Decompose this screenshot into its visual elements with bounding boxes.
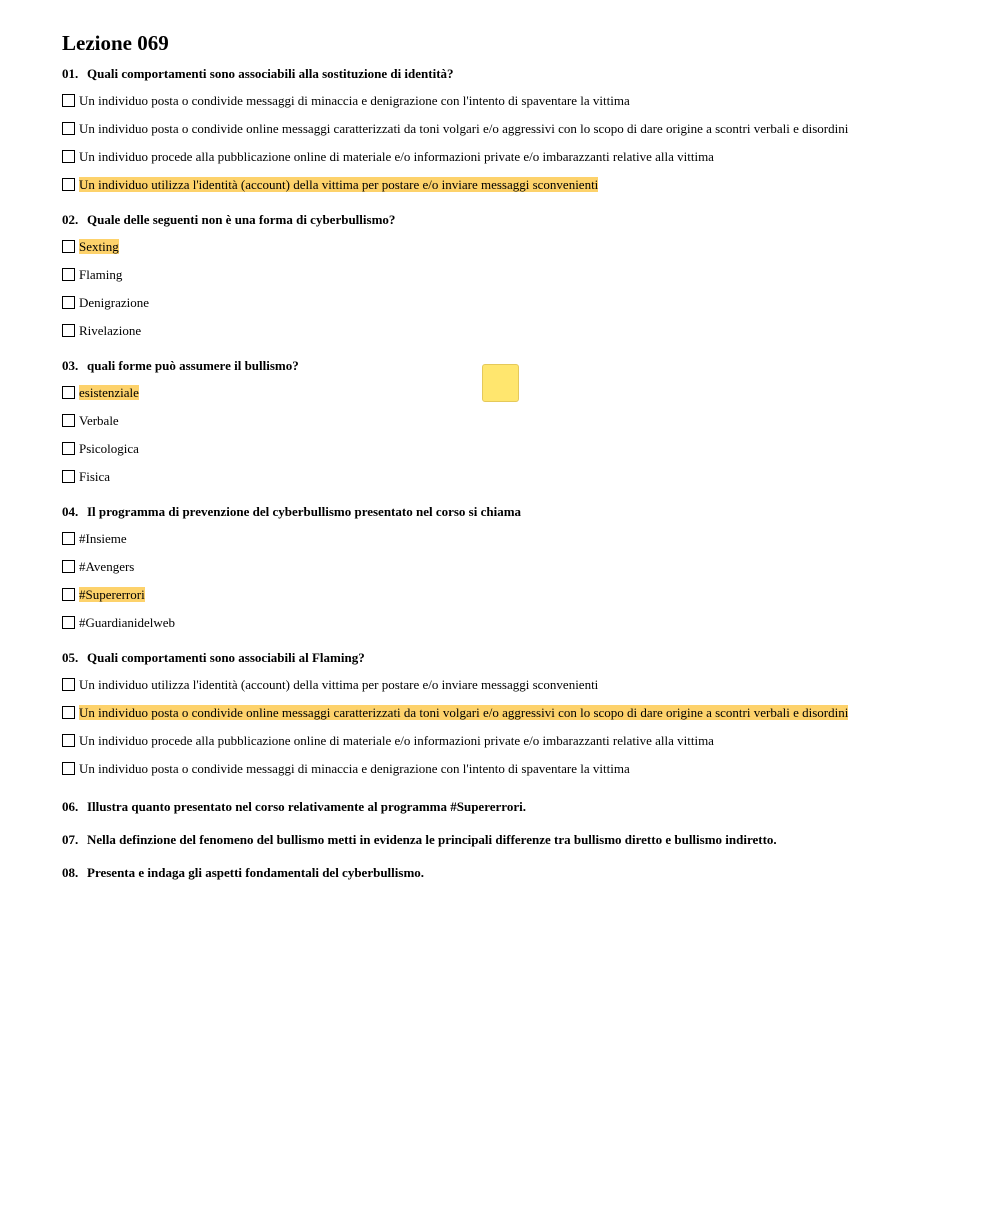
answer-checkbox[interactable] [62,706,75,719]
answer-text: Un individuo posta o condivide messaggi di minaccia e denigrazione con l'intento di spaventare la vittima [79,760,630,776]
answer-text: Un individuo procede alla pubblicazione online di materiale e/o informazioni private e/o imbarazzanti relative alla vittima [79,732,714,748]
answer-text: Psicologica [79,440,139,456]
answer-option[interactable] [62,698,962,726]
question-text: Illustra quanto presentato nel corso relativamente al programma #Supererrori. [87,799,526,814]
answer-option[interactable] [62,580,962,608]
question-07 [62,832,962,848]
answer-option[interactable] [62,114,962,142]
question-number: 05. [62,650,79,665]
question-heading [62,212,962,228]
answer-text: Denigrazione [79,294,150,310]
page-title: Lezione 069 [62,31,169,55]
answer-option[interactable] [62,170,962,198]
question-06 [62,799,962,815]
answer-checkbox[interactable] [62,470,75,483]
answer-text: Un individuo posta o condivide messaggi di minaccia e denigrazione con l'intento di spaventare la vittima [79,92,630,108]
answer-text-highlighted: Sexting [79,238,119,254]
answer-option[interactable] [62,552,962,580]
answer-text: #Guardianidelweb [79,614,176,630]
answer-text: Flaming [79,266,123,282]
question-02 [62,212,962,344]
question-text: Il programma di prevenzione del cyberbullismo presentato nel corso si chiama [87,504,522,519]
question-heading [62,650,962,666]
question-number: 02. [62,212,79,227]
question-text: Presenta e indaga gli aspetti fondamentali del cyberbullismo. [87,865,425,880]
answer-option[interactable] [62,434,962,462]
answer-checkbox[interactable] [62,588,75,601]
question-number: 08. [62,865,79,880]
question-number: 01. [62,66,79,81]
answer-checkbox[interactable] [62,734,75,747]
answer-text: Un individuo utilizza l'identità (account) della vittima per postare e/o inviare messaggi sconvenienti [79,676,599,692]
question-heading [62,832,962,848]
answer-text-highlighted: #Supererrori [79,586,145,602]
question-04 [62,504,962,636]
answer-text-highlighted: Un individuo posta o condivide online messaggi caratterizzati da toni volgari e/o aggressivi con lo scopo di dare origine a scontri verbali e disordini [79,704,849,720]
answer-option[interactable] [62,608,962,636]
question-text: Nella definzione del fenomeno del bullismo metti in evidenza le principali differenze tra bullismo diretto e bullismo indiretto. [87,832,777,847]
question-text: Quale delle seguenti non è una forma di cyberbullismo? [87,212,396,227]
answer-option[interactable] [62,524,962,552]
answer-option[interactable] [62,260,962,288]
answer-text: Un individuo posta o condivide online messaggi caratterizzati da toni volgari e/o aggressivi con lo scopo di dare origine a scontri verbali e disordini [79,120,849,136]
answer-text: #Insieme [79,530,127,546]
answer-text-highlighted: Un individuo utilizza l'identità (account) della vittima per postare e/o inviare messaggi sconvenienti [79,176,599,192]
answer-checkbox[interactable] [62,442,75,455]
answer-option[interactable] [62,288,962,316]
answer-checkbox[interactable] [62,324,75,337]
answer-checkbox[interactable] [62,94,75,107]
answer-option[interactable] [62,726,962,754]
question-number: 03. [62,358,79,373]
answer-option[interactable] [62,462,962,490]
question-text: quali forme può assumere il bullismo? [87,358,299,373]
answer-text: Verbale [79,412,119,428]
answer-text-highlighted: esistenziale [79,384,139,400]
answer-checkbox[interactable] [62,122,75,135]
question-08 [62,865,962,881]
answer-checkbox[interactable] [62,762,75,775]
question-heading [62,799,962,815]
answer-checkbox[interactable] [62,414,75,427]
answer-option[interactable] [62,754,962,782]
answer-checkbox[interactable] [62,678,75,691]
question-01 [62,66,962,198]
answer-checkbox[interactable] [62,386,75,399]
question-05 [62,650,962,782]
answer-option[interactable] [62,670,962,698]
question-text: Quali comportamenti sono associabili al Flaming? [87,650,365,665]
answer-option[interactable] [62,316,962,344]
document-page [62,30,962,881]
question-heading [62,66,962,82]
answer-option[interactable] [62,232,962,260]
answer-text: Un individuo procede alla pubblicazione online di materiale e/o informazioni private e/o imbarazzanti relative alla vittima [79,148,714,164]
answer-checkbox[interactable] [62,178,75,191]
answer-checkbox[interactable] [62,240,75,253]
answer-option[interactable] [62,86,962,114]
sticky-note-annotation-icon[interactable] [482,364,519,402]
answer-checkbox[interactable] [62,296,75,309]
question-text: Quali comportamenti sono associabili alla sostituzione di identità? [87,66,454,81]
answer-text: Rivelazione [79,322,142,338]
question-heading [62,865,962,881]
answer-option[interactable] [62,406,962,434]
answer-checkbox[interactable] [62,150,75,163]
answer-checkbox[interactable] [62,532,75,545]
answer-checkbox[interactable] [62,616,75,629]
answer-checkbox[interactable] [62,268,75,281]
answer-text: #Avengers [79,558,135,574]
question-number: 06. [62,799,79,814]
question-number: 07. [62,832,79,847]
answer-checkbox[interactable] [62,560,75,573]
answer-text: Fisica [79,468,111,484]
answer-option[interactable] [62,142,962,170]
question-heading [62,504,962,520]
question-number: 04. [62,504,79,519]
